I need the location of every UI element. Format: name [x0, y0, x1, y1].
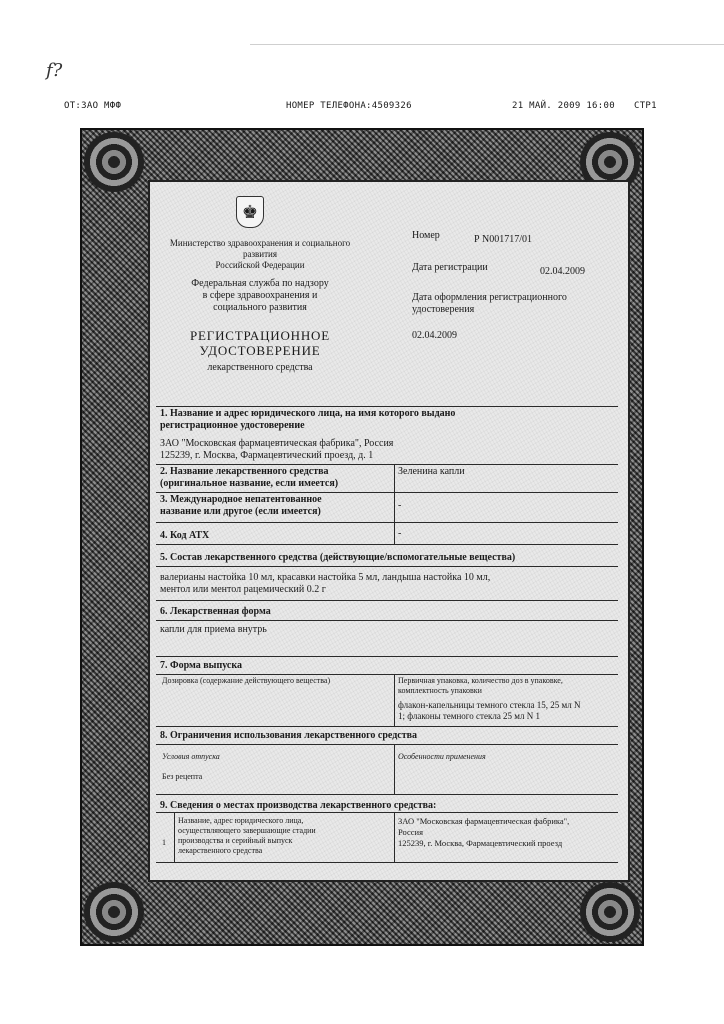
table-rule — [156, 726, 618, 727]
table-rule — [156, 522, 618, 523]
table-rule — [156, 406, 618, 407]
section-7-title: 7. Форма выпуска — [160, 660, 242, 671]
table-rule — [156, 566, 618, 567]
ministry-name: Министерство здравоохранения и социального развития Российской Федерации — [169, 238, 351, 270]
reg-date-value: 02.04.2009 — [540, 266, 585, 277]
section-1-title: 1. Название и адрес юридического лица, на имя которого выдано регистрационное удостоверение — [160, 408, 456, 431]
table-rule — [156, 464, 618, 465]
number-value: Р N001717/01 — [474, 234, 533, 245]
fax-page: СТР1 — [634, 101, 657, 111]
fax-date: 21 МАЙ. 2009 16:00 — [512, 101, 615, 111]
section-2-label: 2. Название лекарственного средства (оригинальное название, если имеется) — [160, 466, 339, 489]
reg-date-label: Дата регистрации — [412, 262, 488, 273]
section-1-value: ЗАО "Московская фармацевтическая фабрика", Россия 125239, г. Москва, Фармацевтический проезд, д. 1 — [160, 438, 394, 461]
table-rule — [156, 674, 618, 675]
corner-ornament-bottom-right — [580, 882, 640, 942]
section-3-value: - — [398, 500, 402, 511]
table-rule — [156, 544, 618, 545]
corner-ornament-bottom-left — [84, 882, 144, 942]
table-rule — [156, 656, 618, 657]
scan-top-line — [250, 44, 724, 45]
document-title: РЕГИСТРАЦИОННОЕ УДОСТОВЕРЕНИЕ — [190, 328, 330, 358]
issue-date-value: 02.04.2009 — [412, 330, 457, 341]
section-5-value: валерианы настойка 10 мл, красавки настойка 5 мл, ландыша настойка 10 мл, ментол или ментол рацемический 0.2 г — [160, 572, 491, 595]
table-rule — [156, 492, 618, 493]
table-rule — [156, 794, 618, 795]
issue-date-label: Дата оформления регистрационного удостоверения — [412, 292, 567, 315]
fax-from: OT:ЗАО МФФ — [64, 101, 122, 111]
table-rule — [156, 862, 618, 863]
fax-phone: НОМЕР ТЕЛЕФОНА:4509326 — [286, 101, 412, 111]
section-9-row-number: 1 — [162, 838, 166, 847]
table-rule — [156, 812, 618, 813]
section-6-value: капли для приема внутрь — [160, 624, 267, 635]
section-9-left: Название, адрес юридического лица, осуществляющего завершающие стадии производства и серийный выпуск лекарственного средства — [178, 816, 316, 855]
section-5-title: 5. Состав лекарственного средства (действующие/вспомогательные вещества) — [160, 552, 516, 563]
section-2-value: Зеленина капли — [398, 466, 465, 477]
section-9-title: 9. Сведения о местах производства лекарственного средства: — [160, 800, 437, 811]
handwritten-mark: f? — [46, 60, 63, 81]
table-column-rule — [394, 464, 395, 544]
number-label: Номер — [412, 230, 440, 241]
corner-ornament-top-left — [84, 132, 144, 192]
section-7-col-dosage: Дозировка (содержание действующего вещества) — [162, 676, 331, 685]
section-8-col-dispensing: Условия отпуска — [162, 752, 220, 761]
section-3-label: 3. Международное непатентованное название или другое (если имеется) — [160, 494, 322, 517]
table-rule — [156, 620, 618, 621]
section-8-col-usage: Особенности применения — [398, 752, 486, 761]
table-rule — [156, 744, 618, 745]
table-column-rule — [174, 812, 175, 862]
table-column-rule — [394, 674, 395, 726]
table-rule — [156, 600, 618, 601]
document-subtitle: лекарственного средства — [207, 362, 313, 373]
section-8-title: 8. Ограничения использования лекарственного средства — [160, 730, 418, 741]
coat-of-arms-icon: ♚ — [236, 196, 264, 228]
section-7-value: флакон-капельницы темного стекла 15, 25 мл N 1; флаконы темного стекла 25 мл N 1 — [398, 700, 581, 721]
table-column-rule — [394, 812, 395, 862]
section-8-value: Без рецепта — [162, 772, 203, 781]
section-9-right: ЗАО "Московская фармацевтическая фабрика", Россия 125239, г. Москва, Фармацевтический проезд — [398, 816, 570, 848]
section-4-value: - — [398, 528, 402, 539]
section-6-title: 6. Лекарственная форма — [160, 606, 271, 617]
table-column-rule — [394, 744, 395, 794]
section-4-label: 4. Код АТХ — [160, 530, 210, 541]
agency-name: Федеральная служба по надзору в сфере здравоохранения и социального развития — [191, 278, 329, 313]
section-7-col-packaging: Первичная упаковка, количество доз в упаковке, комплектность упаковки — [398, 676, 563, 695]
